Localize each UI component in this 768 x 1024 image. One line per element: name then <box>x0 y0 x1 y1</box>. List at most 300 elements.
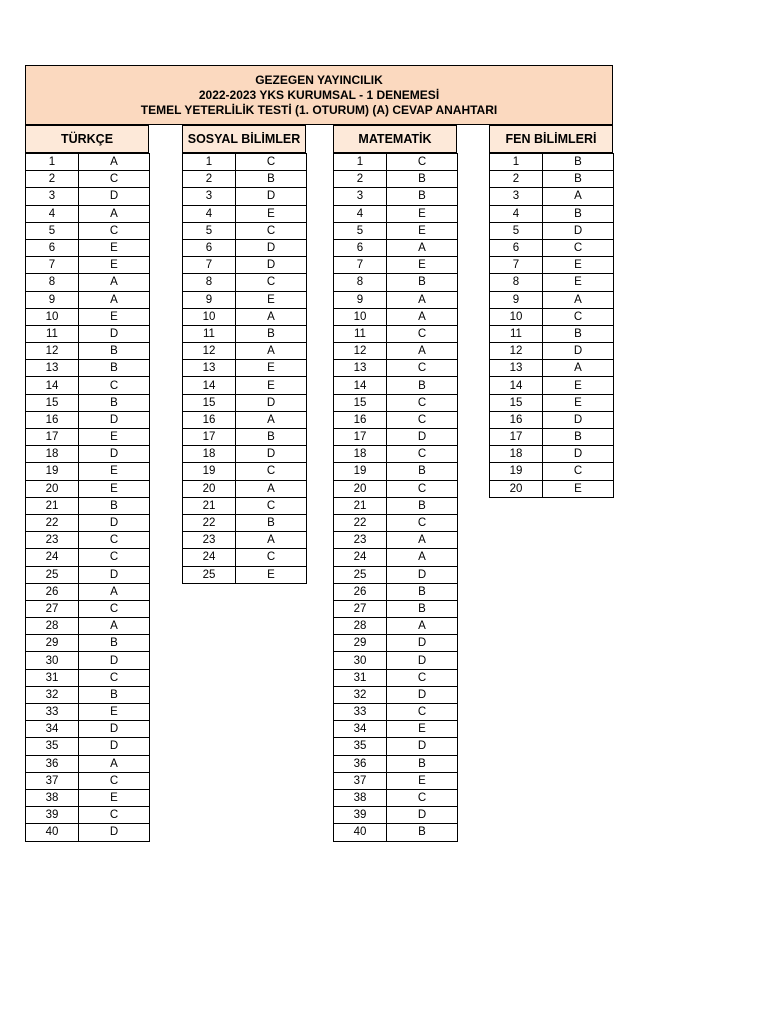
answer-letter: C <box>543 463 614 480</box>
question-number: 34 <box>26 721 79 738</box>
answer-row <box>490 343 614 360</box>
answer-row <box>334 239 458 256</box>
answer-letter: E <box>543 394 614 411</box>
question-number: 7 <box>490 257 543 274</box>
answer-row <box>26 772 150 789</box>
answer-letter: C <box>79 171 150 188</box>
answer-row <box>334 583 458 600</box>
question-number: 22 <box>334 514 387 531</box>
answer-row <box>26 446 150 463</box>
answer-letter: E <box>79 429 150 446</box>
answer-row <box>490 222 614 239</box>
answer-letter: B <box>79 343 150 360</box>
answer-letter: C <box>79 600 150 617</box>
answer-row <box>334 789 458 806</box>
question-number: 19 <box>334 463 387 480</box>
question-number: 12 <box>183 343 236 360</box>
question-number: 29 <box>26 635 79 652</box>
answer-letter: B <box>387 188 458 205</box>
answer-letter: E <box>79 463 150 480</box>
answer-row <box>26 497 150 514</box>
answer-letter: D <box>387 566 458 583</box>
answer-row <box>183 343 307 360</box>
answer-row <box>490 154 614 171</box>
answer-row <box>490 205 614 222</box>
question-number: 16 <box>183 411 236 428</box>
section-title: SOSYAL BİLİMLER <box>182 125 306 153</box>
answer-row <box>490 429 614 446</box>
answer-letter: B <box>236 325 307 342</box>
answer-letter: C <box>387 446 458 463</box>
answer-row <box>183 154 307 171</box>
answer-letter: D <box>79 446 150 463</box>
question-number: 6 <box>334 239 387 256</box>
answer-row <box>334 394 458 411</box>
question-number: 20 <box>334 480 387 497</box>
answer-row <box>26 343 150 360</box>
question-number: 14 <box>26 377 79 394</box>
answer-letter: A <box>387 618 458 635</box>
answer-row <box>334 549 458 566</box>
question-number: 6 <box>26 239 79 256</box>
answer-letter: A <box>79 154 150 171</box>
question-number: 36 <box>334 755 387 772</box>
answer-letter: E <box>543 480 614 497</box>
answer-letter: E <box>236 291 307 308</box>
answer-letter: B <box>543 171 614 188</box>
answer-letter: B <box>387 755 458 772</box>
answer-letter: E <box>236 205 307 222</box>
answer-letter: B <box>236 429 307 446</box>
answer-letter: C <box>236 549 307 566</box>
answer-row <box>26 549 150 566</box>
answer-letter: D <box>387 652 458 669</box>
answer-letter: B <box>79 360 150 377</box>
answer-letter: C <box>79 532 150 549</box>
answer-letter: A <box>387 239 458 256</box>
question-number: 7 <box>183 257 236 274</box>
answer-row <box>183 497 307 514</box>
answer-letter: D <box>79 738 150 755</box>
answer-letter: E <box>236 566 307 583</box>
answer-row <box>334 411 458 428</box>
answer-letter: B <box>387 377 458 394</box>
question-number: 15 <box>334 394 387 411</box>
question-number: 4 <box>26 205 79 222</box>
answer-letter: D <box>543 222 614 239</box>
question-number: 1 <box>490 154 543 171</box>
question-number: 9 <box>334 291 387 308</box>
answer-row <box>183 171 307 188</box>
question-number: 14 <box>334 377 387 394</box>
answer-row <box>26 480 150 497</box>
answer-row <box>183 308 307 325</box>
answer-row <box>183 480 307 497</box>
answer-letter: E <box>387 772 458 789</box>
answer-letter: B <box>543 205 614 222</box>
question-number: 1 <box>26 154 79 171</box>
question-number: 29 <box>334 635 387 652</box>
answer-row <box>334 566 458 583</box>
question-number: 24 <box>183 549 236 566</box>
answer-row <box>26 291 150 308</box>
answer-letter: C <box>79 377 150 394</box>
section-title: FEN BİLİMLERİ <box>489 125 613 153</box>
answer-letter: B <box>79 635 150 652</box>
question-number: 37 <box>334 772 387 789</box>
test-title: TEMEL YETERLİLİK TESTİ (1. OTURUM) (A) CEVAP ANAHTARI <box>140 102 498 117</box>
answer-letter: A <box>387 549 458 566</box>
question-number: 32 <box>26 686 79 703</box>
answer-row <box>334 652 458 669</box>
answer-letter: C <box>387 789 458 806</box>
answer-letter: B <box>387 824 458 841</box>
answer-letter: A <box>236 343 307 360</box>
answer-row <box>183 532 307 549</box>
answer-row <box>334 532 458 549</box>
answer-row <box>334 274 458 291</box>
answer-letter: B <box>387 600 458 617</box>
answer-letter: B <box>387 463 458 480</box>
question-number: 16 <box>490 411 543 428</box>
answer-row <box>26 583 150 600</box>
answer-row <box>26 377 150 394</box>
question-number: 19 <box>183 463 236 480</box>
answer-letter: C <box>79 807 150 824</box>
question-number: 16 <box>26 411 79 428</box>
answer-letter: C <box>236 274 307 291</box>
answer-row <box>183 222 307 239</box>
answer-letter: B <box>79 394 150 411</box>
answer-letter: E <box>79 308 150 325</box>
answer-letter: A <box>387 532 458 549</box>
answer-letter: A <box>236 532 307 549</box>
answer-row <box>334 480 458 497</box>
question-number: 27 <box>334 600 387 617</box>
answer-letter: D <box>79 325 150 342</box>
question-number: 7 <box>26 257 79 274</box>
question-number: 13 <box>490 360 543 377</box>
answer-row <box>334 463 458 480</box>
answer-row <box>334 308 458 325</box>
answer-letter: E <box>236 377 307 394</box>
answer-row <box>334 205 458 222</box>
answer-row <box>490 446 614 463</box>
question-number: 6 <box>183 239 236 256</box>
answer-row <box>183 411 307 428</box>
answer-row <box>183 549 307 566</box>
answer-row <box>334 325 458 342</box>
answer-letter: A <box>543 360 614 377</box>
answer-row <box>490 308 614 325</box>
question-number: 39 <box>26 807 79 824</box>
answer-row <box>334 429 458 446</box>
answer-letter: C <box>387 325 458 342</box>
answer-letter: A <box>236 308 307 325</box>
answer-row <box>26 205 150 222</box>
answer-row <box>490 188 614 205</box>
question-number: 23 <box>334 532 387 549</box>
answer-row <box>183 291 307 308</box>
question-number: 10 <box>183 308 236 325</box>
answer-letter: D <box>236 188 307 205</box>
answer-letter: E <box>543 377 614 394</box>
question-number: 4 <box>334 205 387 222</box>
question-number: 9 <box>183 291 236 308</box>
question-number: 18 <box>26 446 79 463</box>
answer-row <box>183 446 307 463</box>
question-number: 35 <box>334 738 387 755</box>
answer-letter: D <box>387 807 458 824</box>
question-number: 1 <box>183 154 236 171</box>
answer-letter: A <box>387 343 458 360</box>
answer-letter: E <box>387 222 458 239</box>
question-number: 33 <box>334 704 387 721</box>
answer-letter: E <box>236 360 307 377</box>
question-number: 20 <box>183 480 236 497</box>
answer-letter: C <box>387 704 458 721</box>
answer-letter: C <box>79 222 150 239</box>
answer-letter: D <box>387 635 458 652</box>
question-number: 11 <box>334 325 387 342</box>
answer-row <box>334 497 458 514</box>
question-number: 40 <box>334 824 387 841</box>
question-number: 2 <box>26 171 79 188</box>
answer-row <box>334 514 458 531</box>
question-number: 25 <box>334 566 387 583</box>
question-number: 10 <box>26 308 79 325</box>
answer-letter: C <box>79 772 150 789</box>
answer-letter: E <box>79 480 150 497</box>
answer-row <box>334 807 458 824</box>
question-number: 30 <box>26 652 79 669</box>
answer-row <box>334 824 458 841</box>
answer-row <box>26 154 150 171</box>
question-number: 34 <box>334 721 387 738</box>
section-title: TÜRKÇE <box>25 125 149 153</box>
answer-row <box>490 394 614 411</box>
question-number: 32 <box>334 686 387 703</box>
answer-row <box>26 704 150 721</box>
answer-row <box>334 171 458 188</box>
answer-row <box>26 755 150 772</box>
question-number: 23 <box>183 532 236 549</box>
answer-table <box>182 153 307 584</box>
question-number: 25 <box>183 566 236 583</box>
question-number: 20 <box>490 480 543 497</box>
answer-table <box>489 153 614 498</box>
question-number: 2 <box>334 171 387 188</box>
answer-row <box>183 429 307 446</box>
question-number: 24 <box>26 549 79 566</box>
answer-letter: D <box>79 188 150 205</box>
answer-row <box>490 257 614 274</box>
answer-letter: A <box>79 583 150 600</box>
answer-letter: A <box>79 291 150 308</box>
answer-row <box>26 394 150 411</box>
question-number: 9 <box>26 291 79 308</box>
question-number: 15 <box>183 394 236 411</box>
answer-row <box>26 824 150 841</box>
question-number: 9 <box>490 291 543 308</box>
answer-row <box>26 669 150 686</box>
question-number: 24 <box>334 549 387 566</box>
answer-row <box>334 257 458 274</box>
question-number: 3 <box>334 188 387 205</box>
question-number: 8 <box>26 274 79 291</box>
exam-title: 2022-2023 YKS KURUMSAL - 1 DENEMESİ <box>198 87 440 102</box>
answer-row <box>26 257 150 274</box>
question-number: 11 <box>183 325 236 342</box>
question-number: 13 <box>183 360 236 377</box>
answer-row <box>334 704 458 721</box>
answer-row <box>490 480 614 497</box>
answer-letter: C <box>387 514 458 531</box>
question-number: 5 <box>26 222 79 239</box>
question-number: 18 <box>334 446 387 463</box>
answer-row <box>334 291 458 308</box>
answer-letter: C <box>79 669 150 686</box>
question-number: 40 <box>26 824 79 841</box>
question-number: 2 <box>183 171 236 188</box>
question-number: 12 <box>26 343 79 360</box>
answer-row <box>26 738 150 755</box>
answer-letter: E <box>79 257 150 274</box>
answer-row <box>490 239 614 256</box>
question-number: 19 <box>26 463 79 480</box>
answer-row <box>26 686 150 703</box>
answer-row <box>490 274 614 291</box>
answer-row <box>490 171 614 188</box>
answer-row <box>26 807 150 824</box>
answer-key-header <box>25 65 613 125</box>
answer-row <box>26 652 150 669</box>
answer-letter: B <box>79 686 150 703</box>
question-number: 2 <box>490 171 543 188</box>
answer-row <box>490 463 614 480</box>
answer-row <box>26 566 150 583</box>
answer-letter: E <box>79 239 150 256</box>
answer-letter: D <box>543 411 614 428</box>
answer-row <box>183 394 307 411</box>
question-number: 11 <box>490 325 543 342</box>
answer-letter: A <box>79 205 150 222</box>
answer-row <box>490 377 614 394</box>
question-number: 27 <box>26 600 79 617</box>
question-number: 38 <box>26 789 79 806</box>
answer-row <box>26 618 150 635</box>
question-number: 22 <box>26 514 79 531</box>
answer-row <box>490 360 614 377</box>
answer-row <box>26 325 150 342</box>
answer-row <box>183 514 307 531</box>
question-number: 14 <box>183 377 236 394</box>
section-sosyal-bilimler <box>182 125 307 584</box>
answer-row <box>26 274 150 291</box>
answer-row <box>183 188 307 205</box>
answer-letter: E <box>543 274 614 291</box>
question-number: 36 <box>26 755 79 772</box>
answer-letter: C <box>387 411 458 428</box>
answer-letter: B <box>543 429 614 446</box>
answer-letter: C <box>236 463 307 480</box>
answer-letter: D <box>79 411 150 428</box>
question-number: 26 <box>26 583 79 600</box>
answer-row <box>26 789 150 806</box>
answer-row <box>26 532 150 549</box>
question-number: 11 <box>26 325 79 342</box>
question-number: 8 <box>334 274 387 291</box>
question-number: 6 <box>490 239 543 256</box>
answer-letter: B <box>236 514 307 531</box>
question-number: 5 <box>183 222 236 239</box>
question-number: 38 <box>334 789 387 806</box>
question-number: 15 <box>490 394 543 411</box>
answer-row <box>26 171 150 188</box>
section-title: MATEMATİK <box>333 125 457 153</box>
question-number: 15 <box>26 394 79 411</box>
answer-row <box>183 377 307 394</box>
question-number: 3 <box>183 188 236 205</box>
question-number: 7 <box>334 257 387 274</box>
question-number: 16 <box>334 411 387 428</box>
answer-letter: C <box>236 154 307 171</box>
answer-letter: B <box>387 497 458 514</box>
answer-table <box>333 153 458 842</box>
answer-letter: C <box>387 480 458 497</box>
answer-letter: C <box>387 669 458 686</box>
question-number: 4 <box>490 205 543 222</box>
question-number: 31 <box>26 669 79 686</box>
answer-row <box>334 446 458 463</box>
question-number: 28 <box>334 618 387 635</box>
answer-letter: C <box>543 308 614 325</box>
answer-row <box>490 411 614 428</box>
answer-letter: D <box>387 738 458 755</box>
answer-row <box>26 600 150 617</box>
question-number: 18 <box>490 446 543 463</box>
question-number: 12 <box>490 343 543 360</box>
question-number: 17 <box>26 429 79 446</box>
answer-letter: D <box>236 257 307 274</box>
question-number: 31 <box>334 669 387 686</box>
answer-row <box>334 222 458 239</box>
question-number: 26 <box>334 583 387 600</box>
answer-letter: E <box>543 257 614 274</box>
answer-letter: D <box>79 721 150 738</box>
answer-row <box>334 618 458 635</box>
question-number: 35 <box>26 738 79 755</box>
answer-letter: B <box>387 583 458 600</box>
answer-letter: A <box>79 618 150 635</box>
question-number: 4 <box>183 205 236 222</box>
question-number: 14 <box>490 377 543 394</box>
answer-letter: D <box>543 446 614 463</box>
answer-letter: A <box>543 188 614 205</box>
answer-row <box>26 429 150 446</box>
question-number: 18 <box>183 446 236 463</box>
question-number: 21 <box>334 497 387 514</box>
question-number: 28 <box>26 618 79 635</box>
section-matematik <box>333 125 458 842</box>
answer-letter: D <box>236 239 307 256</box>
question-number: 37 <box>26 772 79 789</box>
question-number: 13 <box>26 360 79 377</box>
question-number: 23 <box>26 532 79 549</box>
answer-row <box>183 325 307 342</box>
question-number: 1 <box>334 154 387 171</box>
question-number: 21 <box>183 497 236 514</box>
